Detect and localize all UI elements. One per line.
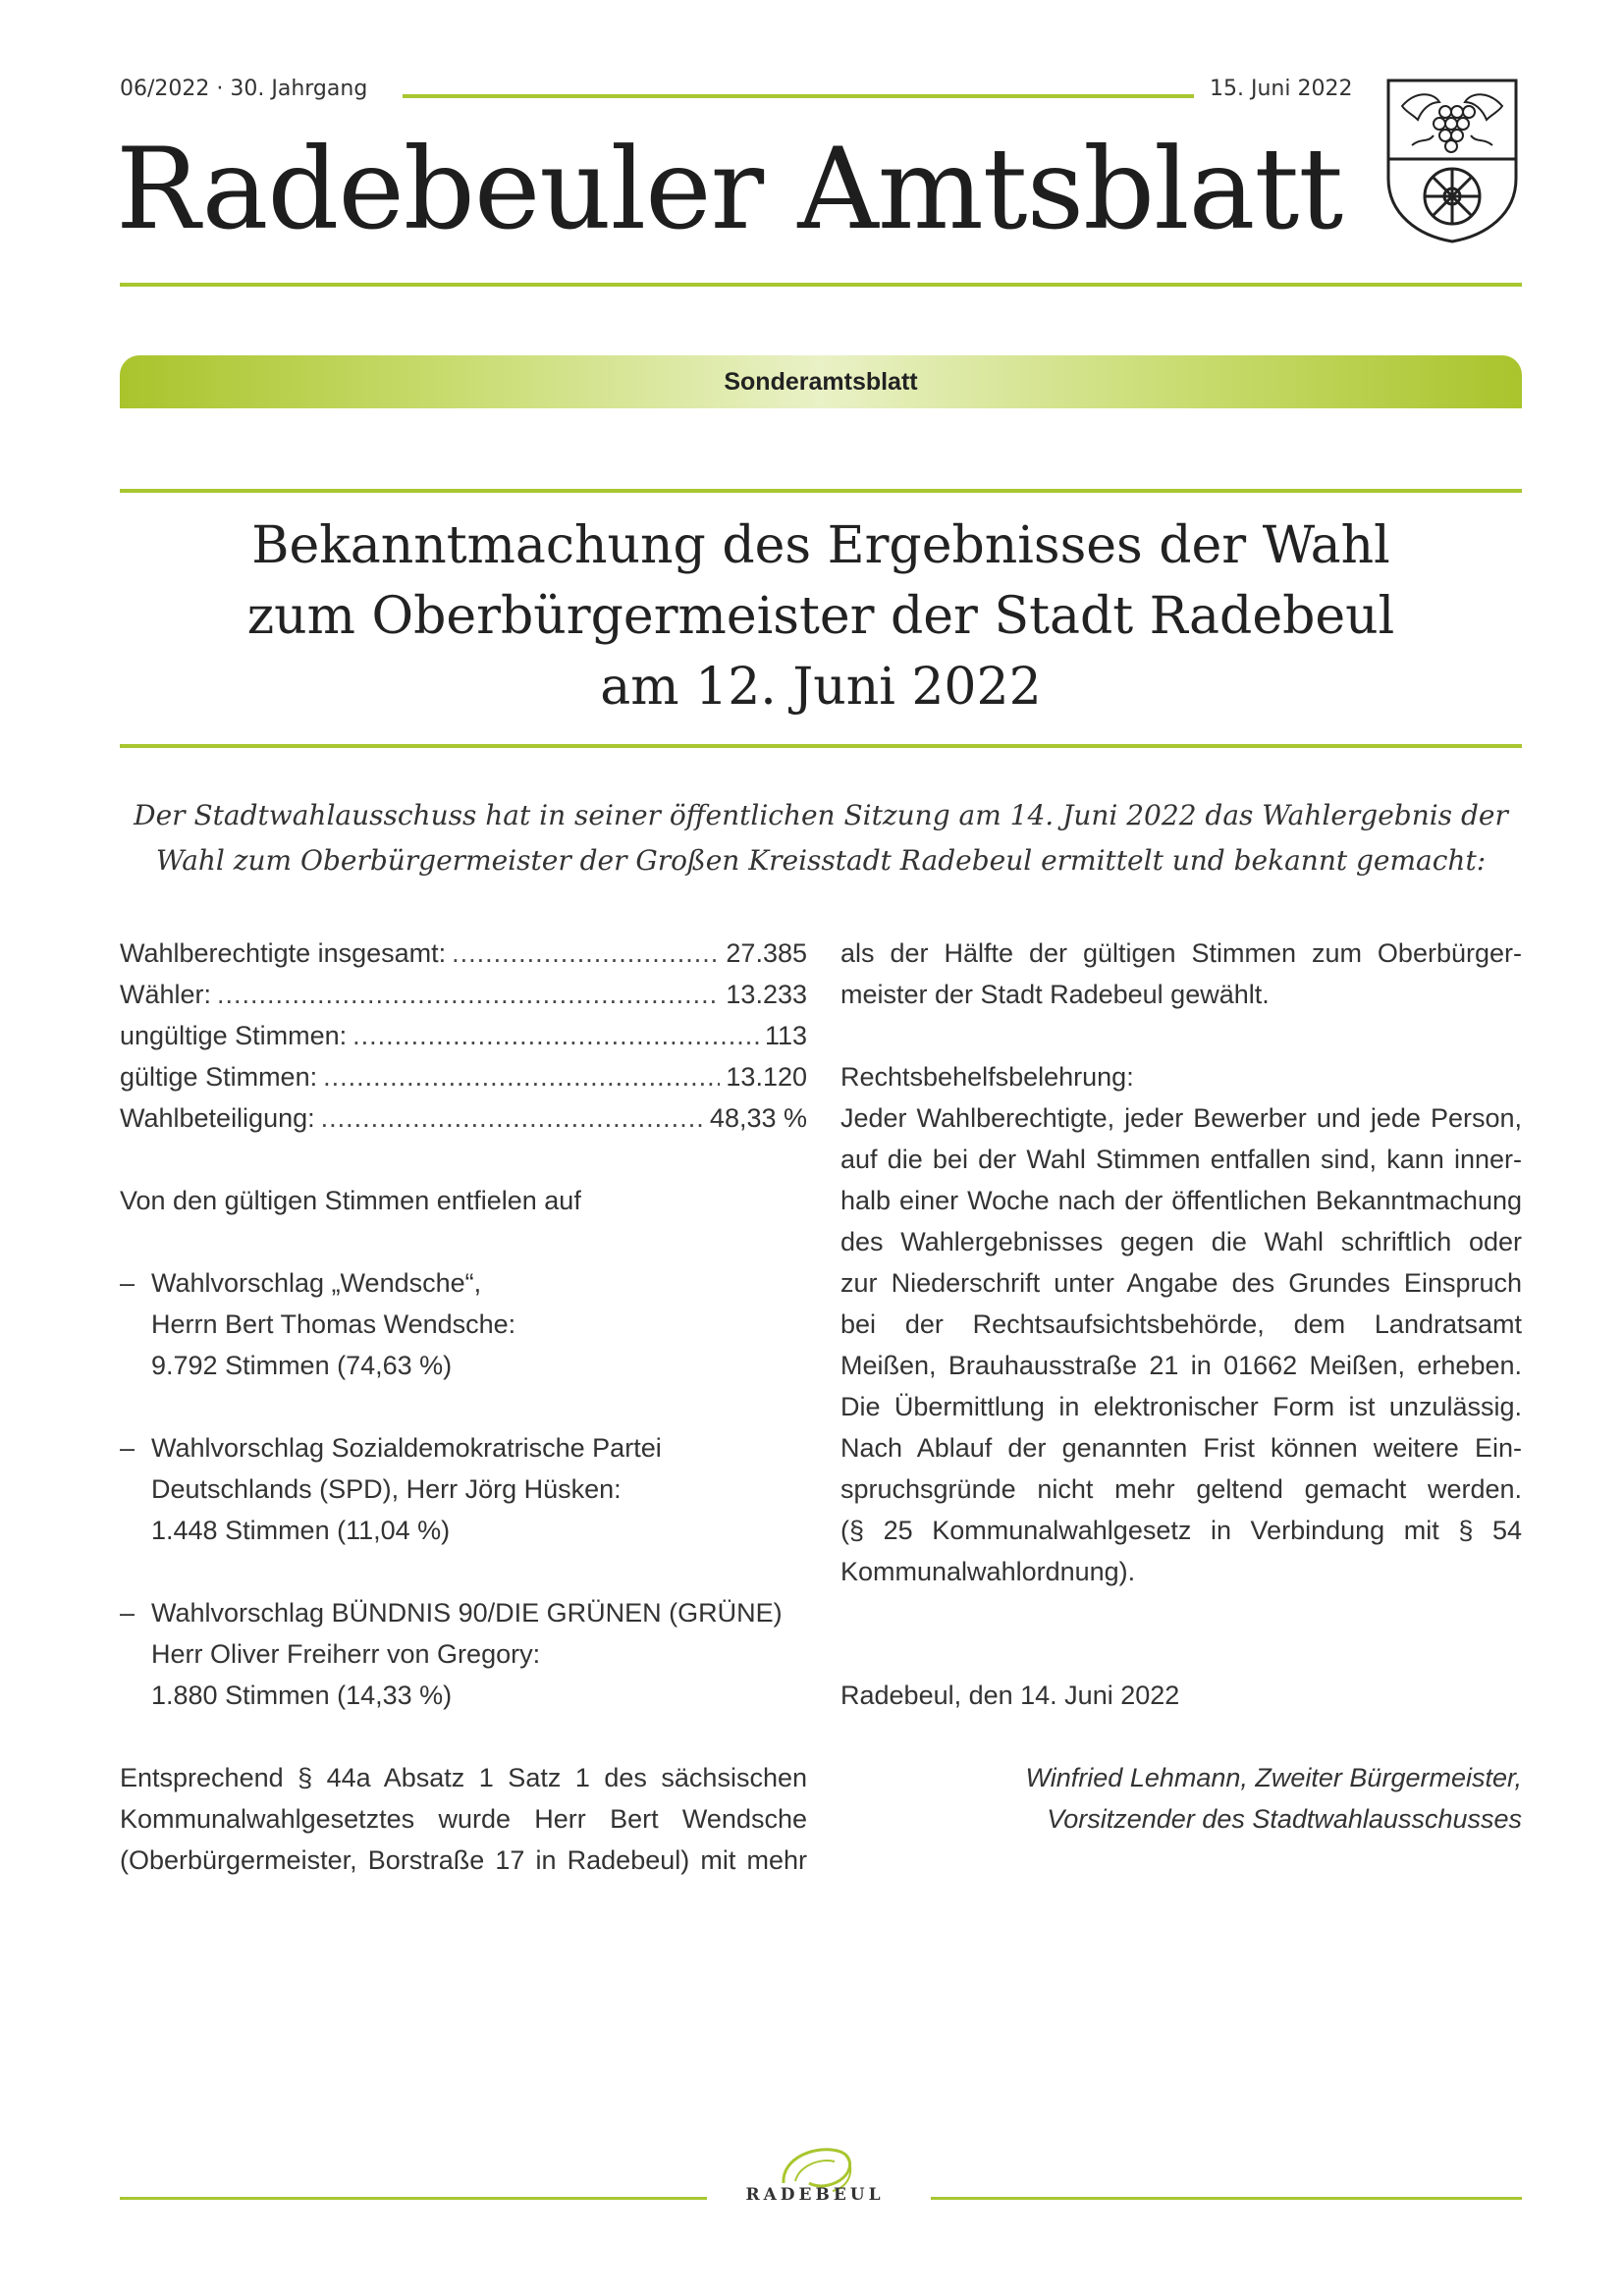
- footer-logo-text: RADEBEUL: [745, 2185, 885, 2205]
- stat-value: 27.385: [726, 938, 807, 968]
- legal-line: bei der Rechtsaufsichtsbehörde, dem Landratsamt: [840, 1309, 1522, 1339]
- city-logo-icon: [727, 2132, 903, 2230]
- dot-leader: [321, 1097, 704, 1139]
- right-column: [840, 933, 1522, 1840]
- intro-line: Der Stadtwahlausschuss hat in seiner öffentlichen Sitzung am 14. Juni 2022 das Wahlergebnis der: [134, 799, 1508, 831]
- result-line: Entsprechend § 44a Absatz 1 Satz 1 des sächsischen: [120, 1763, 807, 1792]
- legal-line: des Wahlergebnisses gegen die Wahl schriftlich oder: [840, 1227, 1522, 1256]
- dot-leader: [352, 1015, 759, 1056]
- intro-line: Wahl zum Oberbürgermeister der Großen Kreisstadt Radebeul ermittelt und bekannt gemacht:: [155, 844, 1487, 877]
- candidate-name: Deutschlands (SPD), Herr Jörg Hüsken:: [151, 1474, 622, 1504]
- stat-row-invalid: [120, 1015, 807, 1056]
- header-rule-bottom: [120, 283, 1522, 287]
- candidate-votes: 1.448 Stimmen (11,04 %): [151, 1516, 451, 1545]
- left-column: [120, 933, 807, 1881]
- legal-paragraph: [840, 1097, 1522, 1592]
- stat-label: Wahlbeteiligung:: [120, 1103, 315, 1133]
- intro-paragraph: [120, 793, 1522, 883]
- candidate-entry: [120, 1262, 807, 1386]
- stat-label: ungültige Stimmen:: [120, 1021, 348, 1050]
- legal-line: Kommunalwahlordnung).: [840, 1557, 1136, 1586]
- candidate-entry: [120, 1427, 807, 1551]
- stat-row-voters: [120, 974, 807, 1015]
- headline-rule-top: [120, 489, 1522, 493]
- stat-row-eligible: [120, 933, 807, 974]
- dot-leader: [452, 933, 720, 974]
- place-date: Radebeul, den 14. Juni 2022: [840, 1681, 1180, 1710]
- footer-rule-right: [931, 2197, 1522, 2200]
- legal-line: auf die bei der Wahl Stimmen entfallen sind, kann inner-: [840, 1145, 1522, 1174]
- headline-line: zum Oberbürgermeister der Stadt Radebeul: [246, 587, 1395, 646]
- result-continuation: [840, 933, 1522, 1015]
- legal-line: Nach Ablauf der genannten Frist können weitere Ein-: [840, 1433, 1522, 1463]
- candidate-votes: 1.880 Stimmen (14,33 %): [151, 1681, 453, 1710]
- masthead-title: Radebeuler Amtsblatt: [116, 124, 1343, 254]
- stat-label: Wahlberechtigte insgesamt:: [120, 938, 447, 968]
- signature-line: Winfried Lehmann, Zweiter Bürgermeister,: [1025, 1763, 1522, 1792]
- legal-line: Meißen, Brauhausstraße 21 in 01662 Meißen, erheben.: [840, 1351, 1522, 1380]
- legal-heading: Rechtsbehelfsbelehrung:: [840, 1062, 1134, 1092]
- candidate-name: Herrn Bert Thomas Wendsche:: [151, 1309, 516, 1339]
- headline-line: am 12. Juni 2022: [600, 658, 1042, 717]
- stat-value: 13.233: [726, 980, 807, 1009]
- candidate-proposal: Wahlvorschlag Sozialdemokratrische Partei: [151, 1433, 662, 1463]
- stat-row-turnout: [120, 1097, 807, 1139]
- special-edition-banner: Sonderamtsblatt: [120, 355, 1522, 408]
- footer-rule-left: [120, 2197, 707, 2200]
- list-dash: –: [120, 1268, 135, 1298]
- result-paragraph: [120, 1757, 807, 1881]
- dot-leader: [217, 974, 720, 1015]
- stat-value: 113: [764, 1021, 807, 1050]
- coat-of-arms-icon: [1382, 77, 1522, 245]
- signature-line: Vorsitzender des Stadtwahlausschusses: [1047, 1804, 1522, 1834]
- candidate-votes: 9.792 Stimmen (74,63 %): [151, 1351, 453, 1380]
- headline-line: Bekanntmachung des Ergebnisses der Wahl: [251, 516, 1390, 575]
- issue-date: 15. Juni 2022: [1210, 77, 1353, 101]
- headline-rule-bottom: [120, 744, 1522, 748]
- announcement-headline: [120, 510, 1522, 722]
- list-dash: –: [120, 1598, 135, 1628]
- header-rule-top: [403, 94, 1194, 98]
- legal-line: Die Übermittlung in elektronischer Form ist unzulässig.: [840, 1392, 1522, 1421]
- candidate-proposal: Wahlvorschlag BÜNDNIS 90/DIE GRÜNEN (GRÜNE): [151, 1598, 783, 1628]
- stat-label: Wähler:: [120, 980, 212, 1009]
- issue-number: 06/2022 · 30. Jahrgang: [120, 77, 368, 101]
- result-line: meister der Stadt Radebeul gewählt.: [840, 980, 1270, 1009]
- result-line: Kommunalwahlgesetztes wurde Herr Bert Wendsche: [120, 1804, 807, 1834]
- stat-label: gültige Stimmen:: [120, 1062, 318, 1092]
- dot-leader: [323, 1056, 720, 1097]
- result-line: (Oberbürgermeister, Borstraße 17 in Radebeul) mit mehr: [120, 1845, 807, 1875]
- candidate-proposal: Wahlvorschlag „Wendsche“,: [151, 1268, 482, 1298]
- list-dash: –: [120, 1433, 135, 1463]
- stat-value: 13.120: [726, 1062, 807, 1092]
- legal-line: (§ 25 Kommunalwahlgesetz in Verbindung mit § 54: [840, 1516, 1522, 1545]
- legal-line: Jeder Wahlberechtigte, jeder Bewerber und jede Person,: [840, 1103, 1522, 1133]
- legal-line: halb einer Woche nach der öffentlichen Bekanntmachung: [840, 1186, 1522, 1215]
- votes-intro: Von den gültigen Stimmen entfielen auf: [120, 1186, 581, 1215]
- stat-value: 48,33 %: [709, 1103, 807, 1133]
- legal-line: spruchsgründe nicht mehr geltend gemacht werden.: [840, 1474, 1522, 1504]
- signature-block: [840, 1757, 1522, 1840]
- legal-line: zur Niederschrift unter Angabe des Grundes Einspruch: [840, 1268, 1522, 1298]
- candidate-name: Herr Oliver Freiherr von Gregory:: [151, 1639, 541, 1669]
- result-line: als der Hälfte der gültigen Stimmen zum Oberbürger-: [840, 938, 1522, 968]
- candidate-entry: [120, 1592, 807, 1716]
- stat-row-valid: [120, 1056, 807, 1097]
